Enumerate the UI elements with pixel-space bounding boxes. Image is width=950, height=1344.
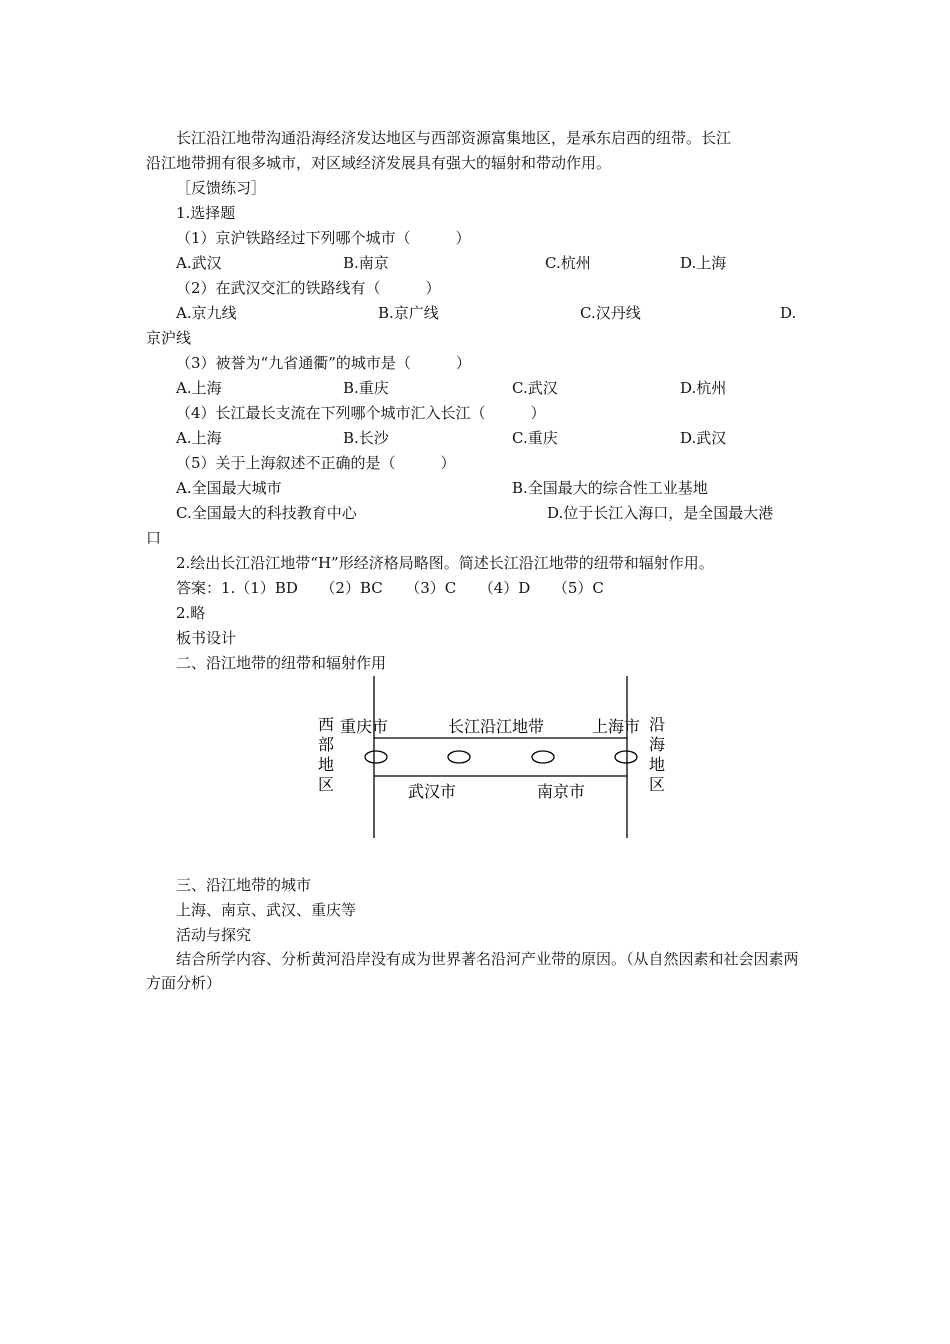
q1-option-c: C.杭州	[545, 254, 591, 272]
board-heading: 板书设计	[176, 629, 237, 647]
label-chongqing: 重庆市	[340, 717, 389, 736]
activity-heading: 活动与探究	[176, 926, 252, 944]
q2-option-d-continued: 京沪线	[146, 329, 192, 347]
q2-option-b: B.京广线	[378, 304, 439, 322]
q5-stem: （5）关于上海叙述不正确的是（ ）	[176, 454, 456, 472]
label-nanjing: 南京市	[537, 782, 586, 801]
label-shanghai: 上海市	[592, 717, 641, 736]
q4-option-d: D.武汉	[680, 429, 727, 447]
city-node-chongqing	[365, 751, 387, 763]
board-part-2-title: 二、沿江地带的纽带和辐射作用	[176, 654, 387, 672]
q4-option-a: A.上海	[176, 429, 222, 447]
east-label-char-3: 地	[649, 755, 666, 774]
q4-option-b: B.长沙	[343, 429, 389, 447]
q4-stem: （4）长江最长支流在下列哪个城市汇入长江（ ）	[176, 404, 546, 422]
h-shape-economic-diagram	[300, 672, 680, 844]
city-node-nanjing	[532, 751, 554, 763]
q3-option-d: D.杭州	[680, 379, 727, 397]
q1-stem: （1）京沪铁路经过下列哪个城市（ ）	[176, 229, 471, 247]
east-label-char-1: 沿	[649, 715, 666, 734]
q2-option-a: A.京九线	[176, 304, 237, 322]
q3-option-b: B.重庆	[343, 379, 389, 397]
q3-option-a: A.上海	[176, 379, 222, 397]
q2-stem: （2）在武汉交汇的铁路线有（ ）	[176, 279, 441, 297]
city-node-wuhan	[448, 751, 470, 763]
q5-option-a: A.全国最大城市	[176, 479, 282, 497]
label-yangtze-belt: 长江沿江地带	[448, 717, 545, 736]
west-label-char-2: 部	[318, 735, 335, 754]
q5-option-d-continued: 口	[146, 529, 162, 547]
west-label-char-1: 西	[318, 715, 335, 734]
intro-line-1: 长江沿江地带沟通沿海经济发达地区与西部资源富集地区，是承东启西的纽带。长江	[176, 129, 732, 147]
q3-option-c: C.武汉	[512, 379, 558, 397]
q2-option-d: D.	[780, 304, 797, 322]
intro-line-2: 沿江地带拥有很多城市，对区域经济发展具有强大的辐射和带动作用。	[146, 154, 612, 172]
east-label-char-2: 海	[649, 735, 666, 754]
answer-key: 答案：1.（1）BD （2）BC （3）C （4）D （5）C	[176, 579, 604, 597]
west-label-char-4: 区	[318, 775, 335, 794]
east-label-char-4: 区	[649, 775, 666, 794]
q1-option-d: D.上海	[680, 254, 727, 272]
activity-text: 结合所学内容、分析黄河沿岸没有成为世界著名沿河产业带的原因。（从自然因素和社会因素两方面分析）	[146, 950, 799, 992]
q3-stem: （3）被誉为“九省通衢”的城市是（ ）	[176, 354, 471, 372]
q4-option-c: C.重庆	[512, 429, 558, 447]
section-2-title: 2.绘出长江沿江地带“H”形经济格局略图。简述长江沿江地带的纽带和辐射作用。	[176, 554, 714, 572]
q1-option-a: A.武汉	[176, 254, 222, 272]
q2-option-c: C.汉丹线	[580, 304, 641, 322]
city-node-shanghai	[615, 751, 637, 763]
q5-option-b: B.全国最大的综合性工业基地	[512, 479, 708, 497]
board-part-3-title: 三、沿江地带的城市	[176, 876, 312, 894]
city-list: 上海、南京、武汉、重庆等	[176, 901, 357, 919]
q1-option-b: B.南京	[343, 254, 389, 272]
practice-heading: ［反馈练习］	[176, 179, 267, 197]
q5-option-d: D.位于长江入海口，是全国最大港	[547, 504, 774, 522]
west-label-char-3: 地	[318, 755, 335, 774]
q5-option-c: C.全国最大的科技教育中心	[176, 504, 357, 522]
section-1-title: 1.选择题	[176, 204, 236, 222]
label-wuhan: 武汉市	[408, 782, 457, 801]
answer-2: 2.略	[176, 604, 206, 622]
